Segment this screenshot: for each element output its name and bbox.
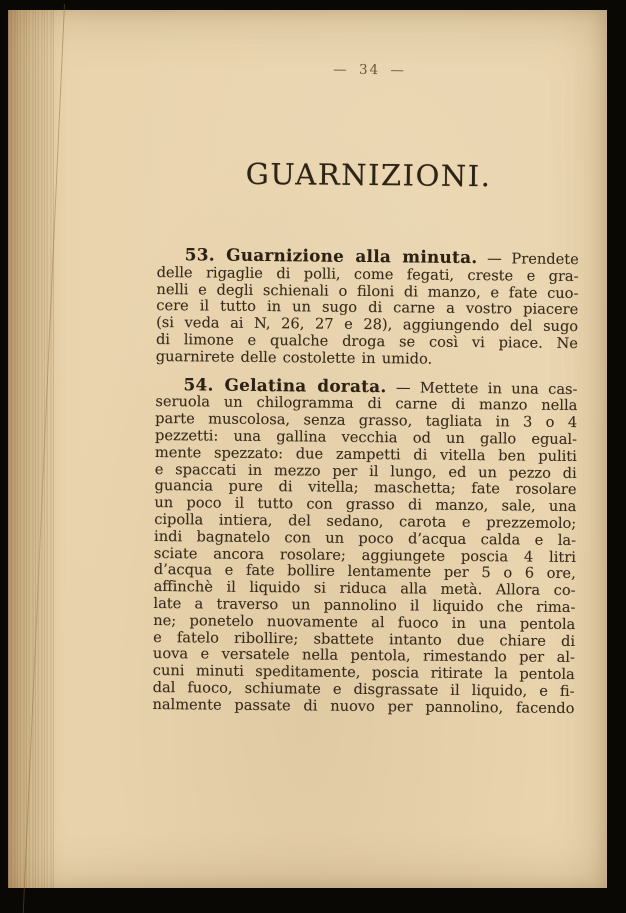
text-line: (si veda ai N, 26, 27 e 28), aggiungendo del sugo [156,314,579,336]
section-body-lines [156,265,579,370]
text-line: indi bagnatelo con un poco d’acqua calda e la- [154,527,577,549]
text-line: mente spezzato: due zampetti di vitella ben puliti [154,443,577,465]
text-line: cuni minuti speditamente, poscia ritirate la pentola [152,662,575,684]
recipe-section-54 [152,373,578,718]
text-line: sciate ancora rosolare; aggiungete poscia 4 litri [153,544,577,566]
text-line: cere il tutto in un sugo di carne a vostro piacere [156,297,579,319]
section-body-lines [152,394,577,717]
text-line: guarnirete delle costolette in umido. [155,347,433,368]
text-line: di limone e qualche droga se così vi piace. Ne [155,330,579,353]
section-number-and-title: 53. Guarnizione alla minuta. [184,244,478,268]
text-line: cipolla intiera, del sedano, carota e prezzemolo; [154,510,577,532]
section-number-and-title: 54. Gelatina dorata. [183,373,387,396]
page-number: — 34 — [333,61,407,79]
page-content [152,10,581,718]
text-line: affinchè il liquido si riduca alla metà. Allora co- [153,578,576,600]
text-line: pezzetti: una gallina vecchia od un gallo egual- [154,426,578,449]
text-line: ne; ponetelo nuovamente al fuoco in una pentola [153,611,576,633]
text-line: d’acqua e fate bollire lentamente per 5 o 6 ore, [153,561,576,583]
text-line: parte muscolosa, senza grasso, tagliata in 3 o 4 [155,410,578,432]
text-line: e spaccati in mezzo per il lungo, ed un pezzo di [154,460,577,482]
section-lead-text: — Prendete [487,250,579,269]
book-page-edges [8,10,100,888]
chapter-title: GUARNIZIONI. [245,156,492,194]
text-line: nalmente passate di nuovo per pannolino, facendo [152,695,575,717]
text-line: guancia pure di vitella; maschetta; fate rosolare [154,477,577,499]
section-lead-text: — Mettete in una cas- [395,378,578,398]
text-line: nelli e degli schienali o filoni di manzo, e fate cuo- [156,280,579,302]
text-line: seruola un chilogramma di carne di manzo nella [155,393,578,415]
recipe-section-53 [156,246,579,370]
text-line: uova e versatele nella pentola, rimestando per al- [152,645,576,667]
text-line: dal fuoco, schiumate e disgrassate il liquido, e fi- [152,678,575,700]
text-line: e fatelo ribollire; sbattete intanto due chiare di [153,628,576,650]
book-page [8,10,607,888]
text-line: late a traverso un pannolino il liquido che rima- [153,594,576,616]
text-line: delle rigaglie di polli, come fegati, creste e gra- [156,263,579,285]
text-line: un poco il tutto con grasso di manzo, sale, una [154,494,577,516]
